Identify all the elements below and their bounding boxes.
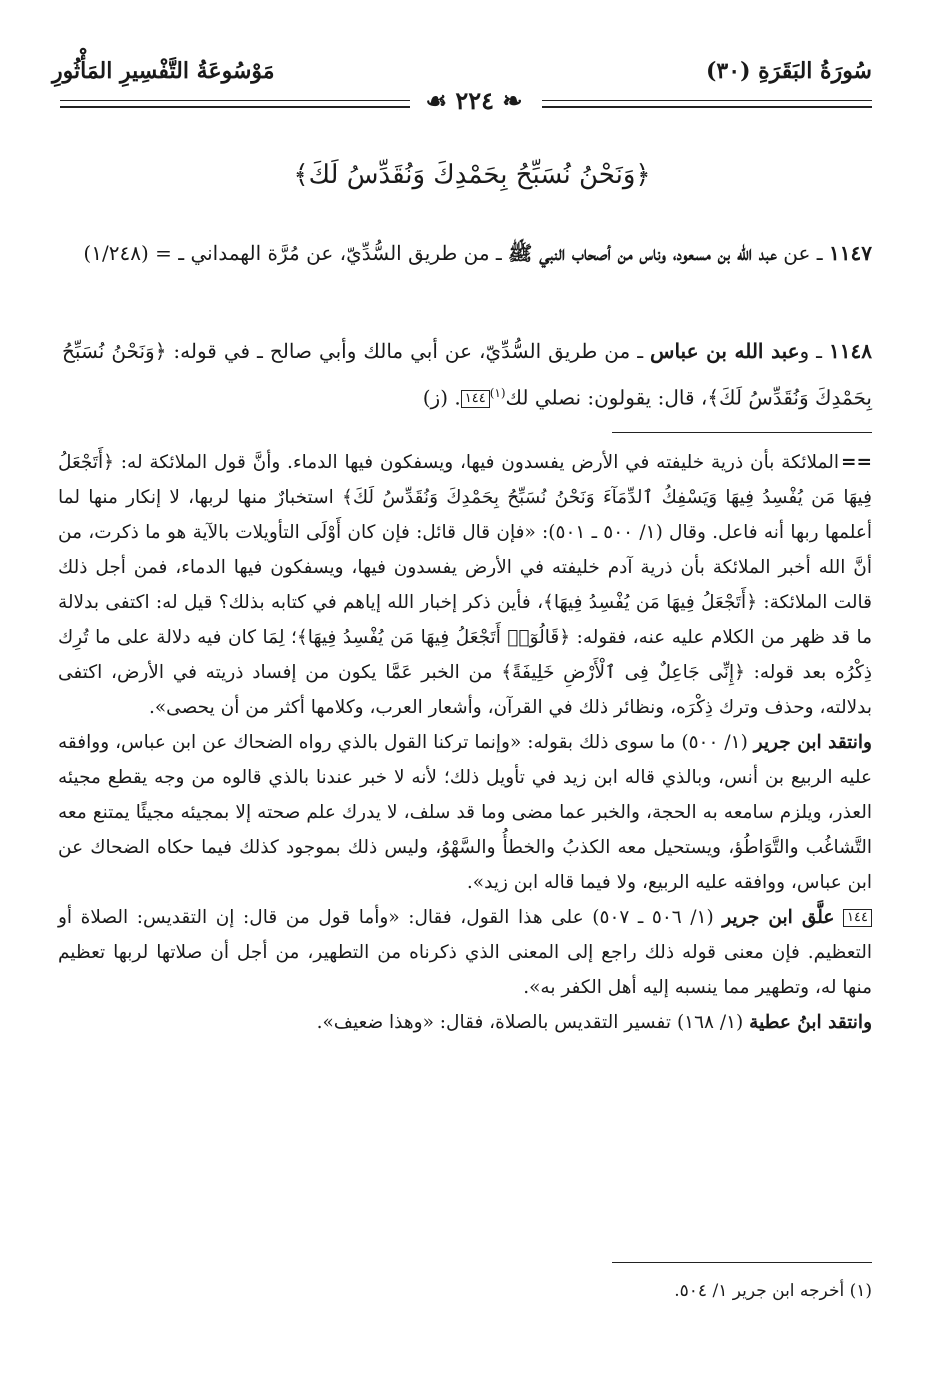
narrator-names: عبد الله بن عباس xyxy=(650,339,800,363)
commentary-ref-box[interactable]: ١٤٤ xyxy=(461,390,490,408)
running-header-book-title: مَوْسُوعَةُ التَّفْسِيرِ المَأْثُورِ xyxy=(52,58,275,84)
narration-1148: ١١٤٨ ـ وعبد الله بن عباس ـ من طريق السُّدِّيّ، عن أبي مالك وأبي صالح ـ في قوله: ﴿وَنَحْنُ نُسَبِّحُ بِحَمْدِكَ وَنُقَدِّسُ لَكَ﴾، قال: يقولون: نصلي لك$^{(١)}$١٤٤. (ز) xyxy=(62,339,872,410)
notes-separator xyxy=(612,432,872,433)
note-paragraph: وانتقد ابنُ عطية (١/ ١٦٨) تفسير التقديس بالصلاة، فقال: «وهذا ضعيف». xyxy=(316,1012,872,1033)
narrator-names: عبد الله بن مسعود، وناس من أصحاب النبي ﷺ xyxy=(508,241,777,265)
footnote: (١) أخرجه ابن جرير ١/ ٥٠٤. xyxy=(674,1281,872,1301)
page-number: ❧ ٢٢٤ ☙ xyxy=(425,86,523,115)
header-rule-left xyxy=(60,100,410,108)
narration-number: ١١٤٧ xyxy=(829,241,872,265)
narration-number: ١١٤٨ xyxy=(829,339,872,363)
note-paragraph: وانتقد ابن جرير (١/ ٥٠٠) ما سوى ذلك بقوله: «وإنما تركنا القول بالذي رواه الضحاك عن ابن عباس، ووافقه عليه الربيع بن أنس، وبالذي قاله ابن زيد في تأويل ذلك؛ لأنه لا خبر عندنا بالذي قالوه من وجه يقطع مجيئه العذر، ويلزم سامعه به الحجة، والخبر عما مضى وما قد سلف، لا يدرك علم صحته إلا بمجيئه مجيئًا يمتنع معه التَّشاغُب والتَّوَاطُؤ، ويستحيل معه الكذبُ والخطأُ والسَّهْوُ، وليس ذلك بموجود كذلك فيما حكاه الضحاك عن ابن عباس، ووافقه عليه الربيع، ولا فيما قاله ابن زيد». xyxy=(58,732,872,893)
note-paragraph: ١٤٤ علَّق ابن جرير (١/ ٥٠٦ ـ ٥٠٧) على هذا القول، فقال: «وأما قول من قال: إن التقديس: الصلاة أو التعظيم. فإن معنى قوله ذلك راجع إلى المعنى الذي ذكرناه من التطهير، من أجل أن صلاتها لربها تعظيم منها له، وتطهير مما ينسبه إليه أهل الكفر به». xyxy=(58,907,872,998)
continuation-mark: == xyxy=(840,452,872,473)
running-header-surah: سُورَةُ البَقَرَةِ (٣٠) xyxy=(706,58,872,84)
commentary-notes xyxy=(58,445,872,1040)
quran-verse-heading: ﴿وَنَحْنُ نُسَبِّحُ بِحَمْدِكَ وَنُقَدِّسُ لَكَ﴾ xyxy=(293,160,651,190)
footnote-separator xyxy=(612,1262,872,1263)
narration-1147: ١١٤٧ ـ عن عبد الله بن مسعود، وناس من أصحاب النبي ﷺ ـ من طريق السُّدِّيّ، عن مُرَّة الهمداني ـ = (١/٢٤٨) xyxy=(83,241,872,265)
commentary-number-box: ١٤٤ xyxy=(843,909,872,927)
footnote-ref[interactable]: (١) xyxy=(489,386,506,400)
header-rule-right xyxy=(542,100,872,108)
note-paragraph: ==الملائكة بأن ذرية خليفته في الأرض يفسدون فيها، ويسفكون فيها الدماء. وأنَّ قول الملائكة له: ﴿أَتَجْعَلُ فِيهَا مَن يُفْسِدُ فِيهَا وَيَسْفِكُ ٱلدِّمَآءَ وَنَحْنُ نُسَبِّحُ بِحَمْدِكَ وَنُقَدِّسُ لَكَ﴾ استخبارٌ منها لربها، لا إنكار منها لما أعلمها ربها أنه فاعل. وقال (١/ ٥٠٠ ـ ٥٠١): «فإن قال قائل: فإن كان أَوْلَى التأويلات بالآية هو ما ذكرت، من أنَّ الله أخبر الملائكة بأن ذرية آدم خليفته في الأرض يفسدون فيها، ويسفكون فيها الدماء، فمن أجل ذلك قالت الملائكة: ﴿أَتَجْعَلُ فِيهَا مَن يُفْسِدُ فِيهَا﴾، فأين ذكر إخبار الله إياهم في كتابه بذلك؟ قيل له: اكتفى بدلالة ما قد ظهر من الكلام عليه عنه، فقوله: ﴿قَالُوٓا۟ أَتَجْعَلُ فِيهَا مَن يُفْسِدُ فِيهَا﴾؛ لِمَا كان فيه دلالة على ما تُرِك ذِكْرُه بعد قوله: ﴿إِنِّى جَاعِلٌ فِى ٱلْأَرْضِ خَلِيفَةً﴾ من الخبر عَمَّا يكون من إفساد ذريته في الأرض، اكتفى بدلالته، وحذف وترك ذِكْرَه، ونظائر ذلك في القرآن، وأشعار العرب، وكلامها أكثر من أن يحصى». xyxy=(58,452,873,718)
ornament-icon: ❧ xyxy=(502,86,523,115)
ornament-icon: ☙ xyxy=(425,86,447,115)
